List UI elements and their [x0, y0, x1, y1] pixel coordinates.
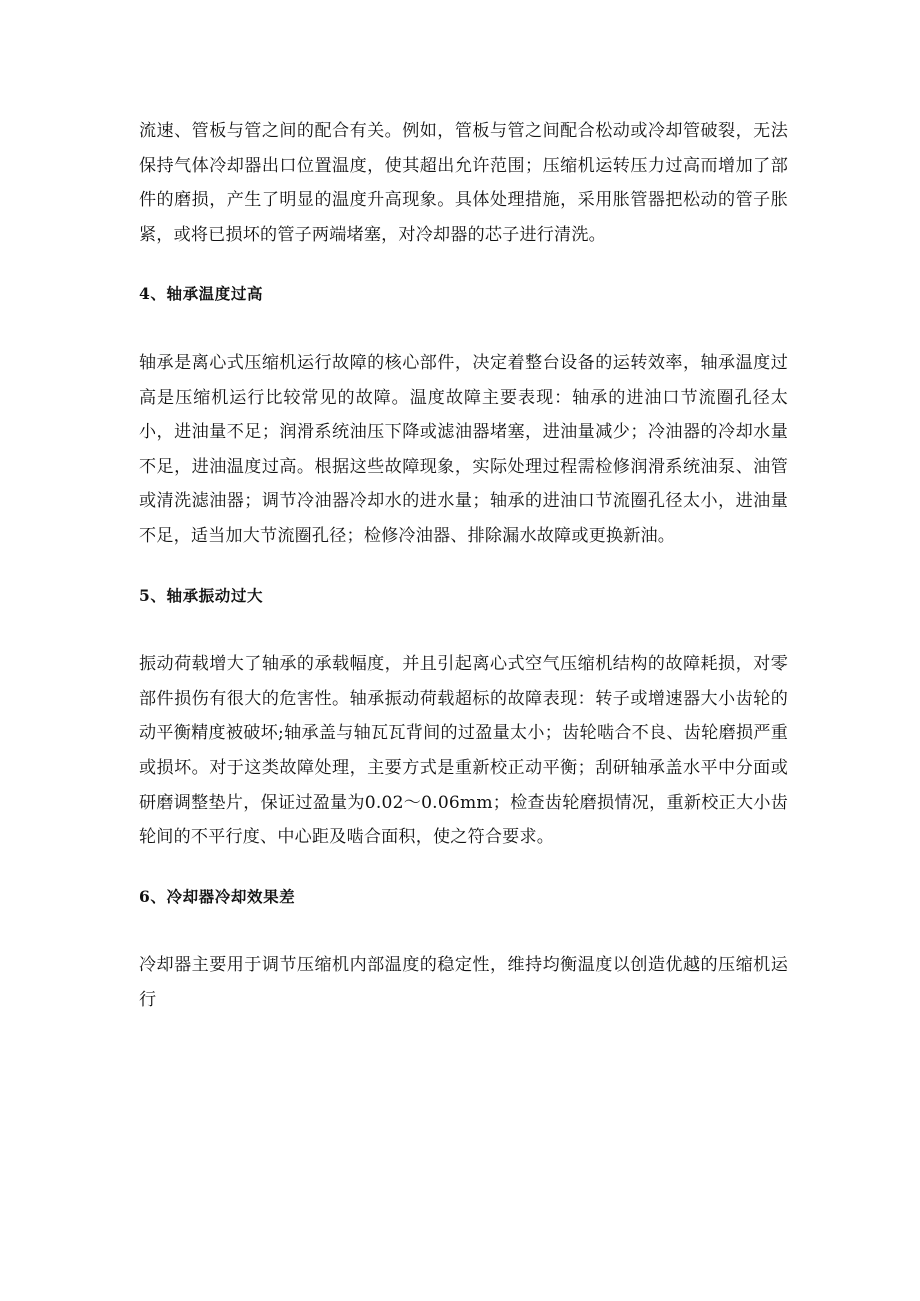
- paragraph-bearing-temperature: 轴承是离心式压缩机运行故障的核心部件，决定着整台设备的运转效率，轴承温度过高是压缩机运行比较常见的故障。温度故障主要表现：轴承的进油口节流圈孔径太小，进油量不足；润滑系统油压下降或滤油器堵塞，进油量减少；冷油器的冷却水量不足，进油温度过高。根据这些故障现象，实际处理过程需检修润滑系统油泵、油管或清洗滤油器；调节冷油器冷却水的进水量；轴承的进油口节流圈孔径太小，进油量不足，适当加大节流圈孔径；检修冷油器、排除漏水故障或更换新油。: [139, 352, 788, 546]
- paragraph-cooler-causes: 流速、管板与管之间的配合有关。例如，管板与管之间配合松动或冷却管破裂，无法保持气体冷却器出口位置温度，使其超出允许范围；压缩机运转压力过高而增加了部件的磨损，产生了明显的温度升高现象。具体处理措施，采用胀管器把松动的管子胀紧，或将已损坏的管子两端堵塞，对冷却器的芯子进行清洗。: [139, 121, 788, 245]
- paragraph-spacer: [139, 252, 788, 277]
- paragraph-spacer: [139, 554, 788, 579]
- paragraph-bearing-vibration: 振动荷载增大了轴承的承载幅度，并且引起离心式空气压缩机结构的故障耗损，对零部件损伤有很大的危害性。轴承振动荷载超标的故障表现：转子或增速器大小齿轮的动平衡精度被破坏;轴承盖与轴瓦瓦背间的过盈量太小；齿轮啮合不良、齿轮磨损严重或损坏。对于这类故障处理，主要方式是重新校正动平衡；刮研轴承盖水平中分面或研磨调整垫片，保证过盈量为0.02～0.06mm；检查齿轮磨损情况，重新校正大小齿轮间的不平行度、中心距及啮合面积，使之符合要求。: [139, 654, 788, 848]
- heading-bearing-vibration: 5、轴承振动过大: [139, 585, 264, 605]
- paragraph-spacer: [139, 855, 788, 880]
- paragraph-cooler-effect: 冷却器主要用于调节压缩机内部温度的稳定性，维持均衡温度以创造优越的压缩机运行: [139, 955, 788, 1010]
- heading-spacer: [139, 914, 788, 948]
- heading-spacer: [139, 613, 788, 647]
- heading-spacer: [139, 312, 788, 346]
- heading-cooler-effect: 6、冷却器冷却效果差: [139, 886, 296, 906]
- heading-bearing-temperature: 4、轴承温度过高: [139, 284, 264, 304]
